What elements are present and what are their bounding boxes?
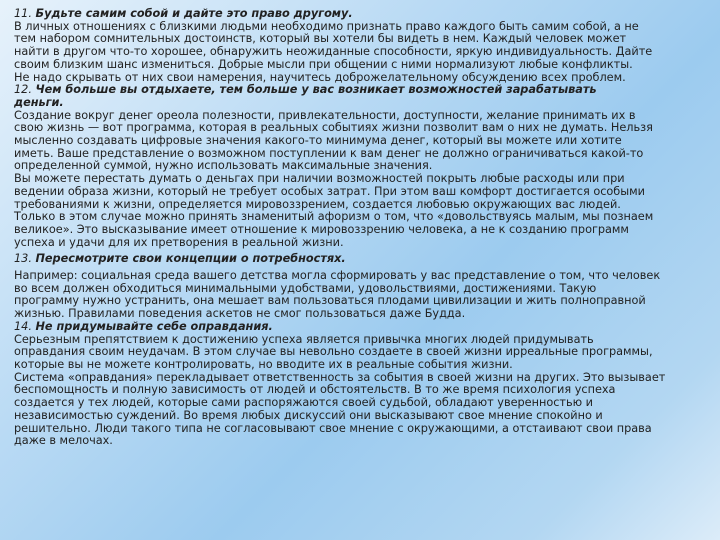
section-11-heading xyxy=(14,8,708,21)
section-11-title: Будьте самим собой и дайте это право другому. xyxy=(35,7,353,20)
text-line: успеха и удачи для их претворения в реальной жизни. xyxy=(14,235,344,249)
text-line: тем набором сомнительных достоинств, который вы хотели бы видеть в нем. Каждый человек может xyxy=(14,32,627,46)
text-line: беспомощность и полную зависимость от людей и обстоятельств. В то же время психология успеха xyxy=(14,383,616,397)
text-line: даже в мелочах. xyxy=(14,434,113,448)
text-line: создается у тех людей, которые сами распоряжаются своей судьбой, обладают уверенностью и xyxy=(14,396,593,410)
text-line: которые вы не можете контролировать, но вводите их в реальные события жизни. xyxy=(14,357,513,371)
section-12-heading xyxy=(14,84,708,97)
text-line: независимостью суждений. Во время любых дискуссий они высказывают свое мнение спокойно и xyxy=(14,408,603,422)
text-line: Система «оправдания» перекладывает ответственность за события в своей жизни на других. Это вызывает xyxy=(14,370,666,384)
text-line: великое». Это высказывание имеет отношение к мировоззрению человека, а не к созданию программ xyxy=(14,222,629,236)
section-14-heading xyxy=(14,321,708,334)
text-line: мысленно создавать цифровые значения какого-то минимума денег, который вы можете или хотите xyxy=(14,134,622,148)
text-line: жизнью. Правилами поведения аскетов не смог пользоваться даже Будда. xyxy=(14,307,466,321)
section-13-title: Пересмотрите свои концепции о потребностях. xyxy=(35,252,346,266)
text-line: найти в другом что-то хорошее, обнаружить неожиданные способности, яркую индивидуальность. Дайте xyxy=(14,45,653,59)
document-page xyxy=(14,8,708,448)
section-12-title-line-1: Чем больше вы отдыхаете, тем больше у вас возникает возможностей зарабатывать xyxy=(35,83,597,97)
text-line: программу нужно устранить, она мешает вам пользоваться плодами цивилизации и жить полноправной xyxy=(14,294,646,308)
section-12 xyxy=(14,84,708,249)
section-13-heading xyxy=(14,253,708,266)
section-13-number: 13. xyxy=(14,252,32,266)
text-line: Серьезным препятствием к достижению успеха является привычка многих людей придумывать xyxy=(14,332,594,346)
text-line: иметь. Ваше представление о возможном поступлении к вам денег не должно ограничиваться какой-то xyxy=(14,146,644,160)
section-13 xyxy=(14,253,708,321)
text-line: оправдания своим неудачам. В этом случае вы невольно создаете в своей жизни ирреальные программы, xyxy=(14,345,653,359)
section-14 xyxy=(14,321,708,448)
text-line: во всем должен обходиться минимальными удобствами, удовольствиями, достижениями. Такую xyxy=(14,281,597,295)
text-line: определенной суммой, нужно использовать максимальные значения. xyxy=(14,159,433,173)
text-line: Например: социальная среда вашего детства могла сформировать у вас представление о том, что человек xyxy=(14,269,661,283)
text-line: своим близким шанс измениться. Добрые мысли при общении с ними нормализуют любые конфликты. xyxy=(14,57,633,71)
text-line: Только в этом случае можно принять знаменитый афоризм о том, что «довольствуясь малым, мы познаем xyxy=(14,210,654,224)
text-line: Не надо скрывать от них свои намерения, научитесь доброжелательному обсуждению всех проблем. xyxy=(14,70,626,84)
text-line: ведении образа жизни, который не требует особых затрат. При этом ваш комфорт достигается особыми xyxy=(14,184,645,198)
section-14-title: Не придумывайте себе оправдания. xyxy=(35,319,273,333)
text-line: В личных отношениях с близкими людьми необходимо признать право каждого быть самим собой, а не xyxy=(14,19,639,33)
section-12-number: 12. xyxy=(14,83,32,97)
text-line: решительно. Люди такого типа не согласовывают свое мнение с окружающими, а отстаивают свои права xyxy=(14,421,652,435)
text-line: требованиями к жизни, определяется мировоззрением, создается любовью окружающих вас людей. xyxy=(14,197,621,211)
section-14-number: 14. xyxy=(14,319,32,333)
text-line: Вы можете перестать думать о деньгах при наличии возможностей покрыть любые расходы или при xyxy=(14,172,625,186)
section-11 xyxy=(14,8,708,84)
text-line: свою жизнь — вот программа, которая в реальных событиях жизни позволит вам о них не думать. Нельзя xyxy=(14,121,653,135)
section-11-number: 11. xyxy=(14,7,32,20)
section-12-title-line-2: деньги. xyxy=(14,95,64,109)
text-line: Создание вокруг денег ореола полезности, привлекательности, доступности, желание принимать их в xyxy=(14,108,636,122)
